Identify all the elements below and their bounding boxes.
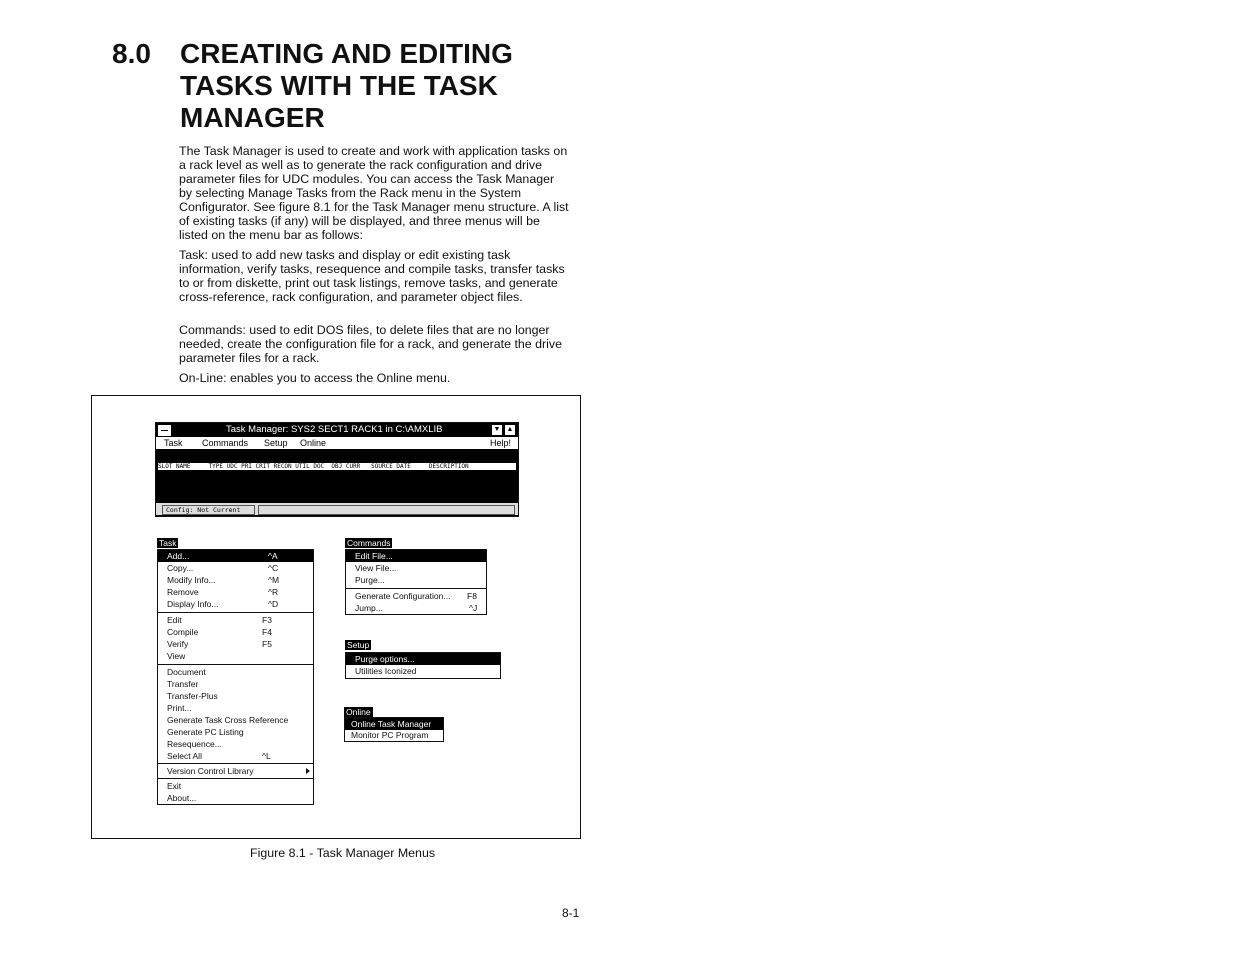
menu-item-label: Monitor PC Program — [351, 730, 429, 740]
menu-item-label: About... — [167, 793, 197, 803]
menu-item-label: Verify — [167, 639, 189, 649]
status-bar — [156, 503, 518, 515]
menu-item-label: Transfer — [167, 679, 199, 689]
menu-item-label: View File... — [355, 563, 397, 573]
menu-item-accel: F3 — [262, 615, 272, 625]
menu-item-label: Version Control Library — [167, 766, 254, 776]
window-titlebar — [156, 423, 518, 437]
maximize-icon[interactable]: ▲ — [506, 426, 514, 433]
task-resequence[interactable] — [158, 738, 313, 750]
task-display-info[interactable] — [158, 598, 313, 610]
menu-item-label: Utilities Iconized — [355, 666, 417, 676]
figure-caption: Figure 8.1 - Task Manager Menus — [250, 846, 436, 860]
menu-task[interactable]: Task — [164, 438, 183, 448]
menu-item-label: Print... — [167, 703, 192, 713]
menu-separator — [158, 664, 313, 665]
section-title: CREATING AND EDITING TASKS WITH THE TASK MANAGER — [180, 38, 513, 133]
task-exit[interactable] — [158, 780, 313, 792]
task-menu — [157, 549, 314, 805]
task-generate-pc-listing[interactable] — [158, 726, 313, 738]
system-menu-icon[interactable] — [158, 425, 171, 436]
menu-item-label: Add... — [167, 551, 190, 561]
section-number: 8.0 — [112, 38, 151, 69]
column-headers: SLOT NAME TYPE UDC PRI CRIT RECON UTIL DOC OBJ CURR SOURCE DATE DESCRIPTION — [158, 463, 516, 470]
task-paragraph: Task: used to add new tasks and display or edit existing task information, verify tasks, resequence and compile tasks, transfer tasks to or from diskette, print out task listings, remove tasks, and generate cross-reference, rack configuration, and parameter object files. — [179, 248, 565, 304]
menu-item-label: Generate Task Cross Reference — [167, 715, 289, 725]
menu-item-accel: ^D — [268, 599, 279, 609]
task-modify-info[interactable] — [158, 574, 313, 586]
task-compile[interactable] — [158, 626, 313, 638]
menu-item-label: Exit — [167, 781, 182, 791]
menu-item-accel: ^C — [268, 563, 279, 573]
menu-item-label: Remove — [167, 587, 199, 597]
menu-item-label: Purge... — [355, 575, 385, 585]
setup-utilities-iconized[interactable] — [346, 665, 500, 677]
task-select-all[interactable] — [158, 750, 313, 762]
task-manager-window — [155, 422, 519, 517]
menu-item-label: Resequence... — [167, 739, 222, 749]
task-edit[interactable] — [158, 614, 313, 626]
menu-item-accel: ^L — [262, 751, 271, 761]
menu-item-label: Transfer-Plus — [167, 691, 218, 701]
commands-jump[interactable] — [346, 602, 486, 614]
menu-separator — [158, 612, 313, 613]
online-menu — [344, 717, 444, 742]
menu-item-accel: ^J — [469, 603, 478, 613]
menu-item-label: View — [167, 651, 186, 661]
menu-help[interactable]: Help! — [490, 438, 512, 448]
menu-item-label: Edit File... — [355, 551, 393, 561]
menu-item-label: Edit — [167, 615, 182, 625]
menu-commands[interactable]: Commands — [202, 438, 249, 448]
online-paragraph: On-Line: enables you to access the Online menu. — [179, 371, 451, 385]
menubar — [156, 437, 518, 449]
config-status: Config: Not Current — [162, 505, 255, 515]
menu-item-label: Document — [167, 667, 206, 677]
menu-item-accel: ^R — [268, 587, 279, 597]
menu-item-label: Copy... — [167, 563, 194, 573]
menu-item-accel: F5 — [262, 639, 272, 649]
menu-setup[interactable]: Setup — [264, 438, 288, 448]
menu-item-label: Modify Info... — [167, 575, 216, 585]
window-title: Task Manager: SYS2 SECT1 RACK1 in C:\AMXLIB — [226, 424, 443, 435]
task-about[interactable] — [158, 792, 313, 804]
menu-item-label: Generate Configuration... — [355, 591, 451, 601]
task-view[interactable] — [158, 650, 313, 662]
online-menu-title: Online — [346, 707, 371, 717]
commands-menu-title: Commands — [347, 538, 391, 548]
task-print[interactable] — [158, 702, 313, 714]
menu-item-accel: F8 — [467, 591, 477, 601]
minimize-icon[interactable]: ▼ — [493, 426, 501, 433]
task-transfer-plus[interactable] — [158, 690, 313, 702]
menu-item-label: Select All — [167, 751, 202, 761]
menu-item-label: Jump... — [355, 603, 383, 613]
commands-generate-configuration[interactable] — [346, 590, 486, 602]
setup-purge-options[interactable] — [346, 653, 500, 665]
status-message-area — [258, 505, 515, 515]
task-menu-title: Task — [159, 538, 177, 548]
menu-online[interactable]: Online — [300, 438, 327, 448]
menu-item-label: Compile — [167, 627, 199, 637]
commands-menu — [345, 549, 487, 615]
setup-menu — [345, 652, 501, 679]
menu-separator — [158, 778, 313, 779]
intro-paragraph: The Task Manager is used to create and work with application tasks on a rack level as well as to generate the rack configuration and drive parameter files for UDC modules. You can access the Task Manager by selecting Manage Tasks from the Rack menu in the System Configurator. See figure 8.1 for the Task Manager menu structure. A list of existing tasks (if any) will be displayed, and three menus will be listed on the menu bar as follows: — [179, 144, 569, 242]
menu-separator — [346, 588, 486, 589]
task-document[interactable] — [158, 666, 313, 678]
menu-item-label: Online Task Manager — [351, 719, 432, 729]
commands-edit-file[interactable] — [346, 550, 486, 562]
menu-item-label: Display Info... — [167, 599, 219, 609]
menu-item-accel: F4 — [262, 627, 272, 637]
commands-view-file[interactable] — [346, 562, 486, 574]
submenu-arrow-icon — [306, 768, 310, 774]
online-monitor-pc-program[interactable] — [345, 729, 443, 741]
task-transfer[interactable] — [158, 678, 313, 690]
task-version-control-library[interactable] — [158, 765, 313, 777]
menu-separator — [158, 763, 313, 764]
menu-item-accel: ^M — [268, 575, 280, 585]
menu-item-label: Purge options... — [355, 654, 415, 664]
task-verify[interactable] — [158, 638, 313, 650]
task-remove[interactable] — [158, 586, 313, 598]
commands-paragraph: Commands: used to edit DOS files, to delete files that are no longer needed, create the configuration file for a rack, and generate the drive parameter files for a rack. — [179, 323, 562, 365]
page-number: 8-1 — [562, 906, 580, 920]
task-copy[interactable] — [158, 562, 313, 574]
menu-item-accel: ^A — [268, 551, 278, 561]
menu-item-label: Generate PC Listing — [167, 727, 244, 737]
setup-menu-title: Setup — [347, 640, 370, 650]
task-add[interactable] — [158, 550, 313, 562]
commands-purge[interactable] — [346, 574, 486, 586]
task-generate-cross-reference[interactable] — [158, 714, 313, 726]
